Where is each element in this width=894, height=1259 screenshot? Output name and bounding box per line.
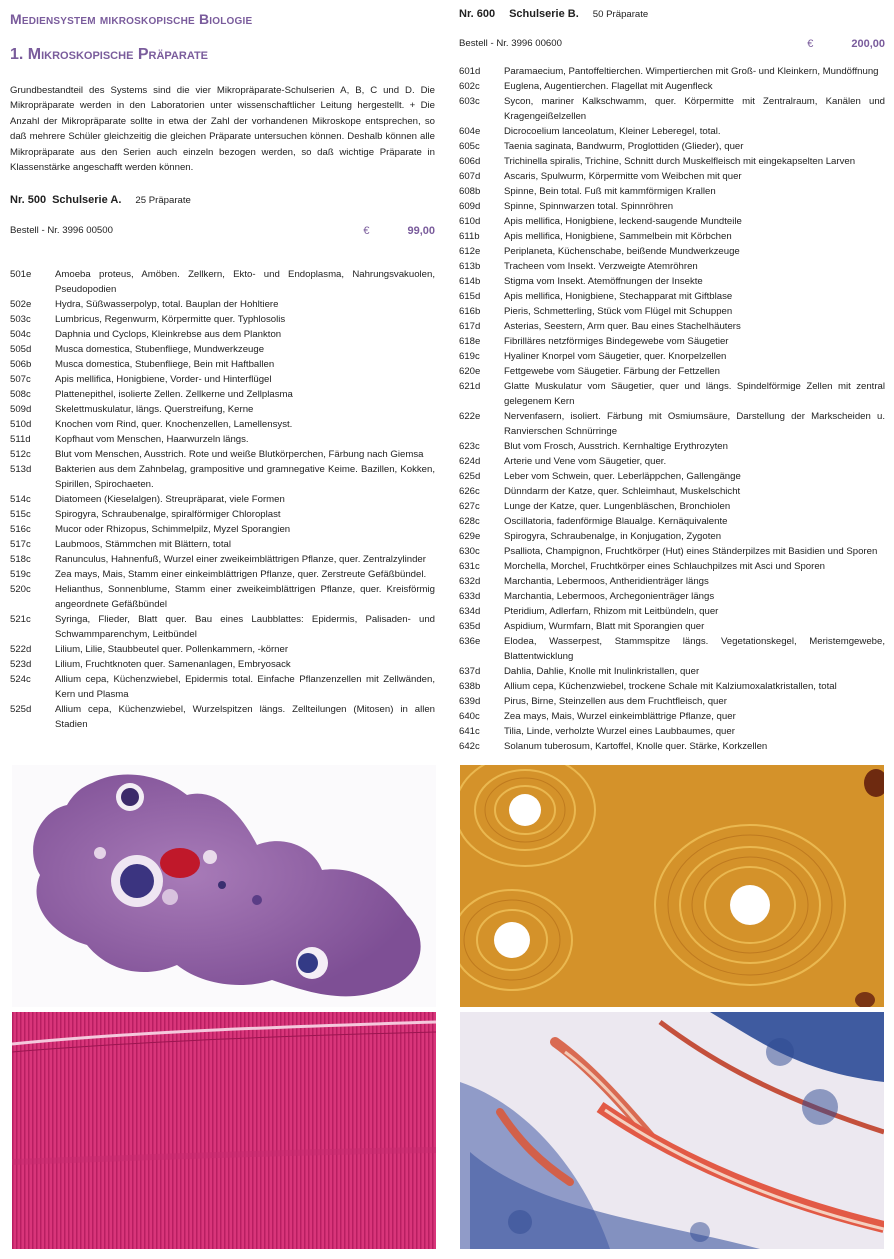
list-item xyxy=(10,432,435,447)
series-a-price-value: 99,00 xyxy=(407,225,435,238)
series-a-header xyxy=(10,192,435,209)
item-description: Solanum tuberosum, Kartoffel, Knolle quer. Stärke, Korkzellen xyxy=(504,741,768,752)
list-item xyxy=(459,634,885,664)
item-description: Hyaliner Knorpel vom Säugetier, quer. Knorpelzellen xyxy=(504,351,727,362)
item-code: 506b xyxy=(10,359,32,371)
item-code: 632d xyxy=(459,576,481,587)
item-description: Laubmoos, Stämmchen mit Blättern, total xyxy=(55,539,231,551)
item-code: 518c xyxy=(10,554,31,566)
list-item xyxy=(10,552,435,567)
list-item xyxy=(10,582,435,612)
item-description: Allium cepa, Küchenzwiebel, Epidermis total. Einfache Pflanzenzellen mit Zellwänden, Kern und Plasma xyxy=(55,674,435,701)
list-item xyxy=(459,439,885,454)
item-code: 524c xyxy=(10,674,31,686)
list-item xyxy=(459,559,885,574)
series-b-order-line xyxy=(459,36,885,52)
item-code: 637d xyxy=(459,666,481,677)
item-code: 510d xyxy=(10,419,32,431)
item-description: Apis mellifica, Honigbiene, Vorder- und Hinterflügel xyxy=(55,374,272,386)
item-code: 521c xyxy=(10,614,31,626)
list-item xyxy=(459,304,885,319)
list-item xyxy=(459,289,885,304)
item-description: Musca domestica, Stubenfliege, Mundwerkzeuge xyxy=(55,344,265,356)
item-description: Leber vom Schwein, quer. Leberläppchen, Gallengänge xyxy=(504,471,741,482)
list-item xyxy=(459,364,885,379)
item-code: 513d xyxy=(10,464,32,476)
list-item xyxy=(459,274,885,289)
list-item xyxy=(459,679,885,694)
list-item xyxy=(459,499,885,514)
item-description: Dicrocoelium lanceolatum, Kleiner Leberegel, total. xyxy=(504,126,721,137)
series-b-item-list xyxy=(459,64,885,754)
item-code: 623c xyxy=(459,441,480,452)
list-item xyxy=(459,349,885,364)
series-b-name: Schulserie B. xyxy=(509,8,579,20)
item-code: 605c xyxy=(459,141,480,152)
series-b-header xyxy=(459,6,885,23)
item-description: Fettgewebe vom Säugetier. Färbung der Fettzellen xyxy=(504,366,720,377)
series-a-currency: € xyxy=(363,225,370,238)
item-description: Knochen vom Rind, quer. Knochenzellen, Lamellensyst. xyxy=(55,419,293,431)
item-code: 606d xyxy=(459,156,481,167)
item-description: Bakterien aus dem Zahnbelag, grampositive und gramnegative Keime. Bazillen, Kokken, Spirillen, Spirochaeten. xyxy=(55,464,435,491)
list-item xyxy=(459,619,885,634)
item-description: Ranunculus, Hahnenfuß, Wurzel einer zweikeimblättrigen Pflanze, quer. Zentralzylinder xyxy=(55,554,426,566)
item-code: 642c xyxy=(459,741,480,752)
scalp-hair-root-micrograph xyxy=(460,1012,884,1249)
section-title: 1. Mikroskopische Präparate xyxy=(10,46,209,63)
list-item xyxy=(459,94,885,124)
item-code: 627c xyxy=(459,501,480,512)
list-item xyxy=(10,447,435,462)
item-code: 639d xyxy=(459,696,481,707)
item-description: Musca domestica, Stubenfliege, Bein mit Haftballen xyxy=(55,359,275,371)
list-item xyxy=(459,694,885,709)
item-code: 610d xyxy=(459,216,481,227)
item-description: Blut vom Frosch, Ausstrich. Kernhaltige Erythrozyten xyxy=(504,441,728,452)
item-description: Sycon, mariner Kalkschwamm, quer. Körpermitte mit Zentralraum, Kanälen und Kragengeißelzellen xyxy=(504,96,885,122)
list-item xyxy=(10,297,435,312)
list-item xyxy=(459,154,885,169)
item-code: 503c xyxy=(10,314,31,326)
item-code: 621d xyxy=(459,381,481,392)
list-item xyxy=(459,139,885,154)
item-description: Plattenepithel, isolierte Zellen. Zellkerne und Zellplasma xyxy=(55,389,293,401)
list-item xyxy=(459,664,885,679)
item-code: 624d xyxy=(459,456,481,467)
item-code: 620e xyxy=(459,366,481,377)
list-item xyxy=(459,244,885,259)
list-item xyxy=(10,492,435,507)
item-description: Pirus, Birne, Steinzellen aus dem Fruchtfleisch, quer xyxy=(504,696,727,707)
item-code: 508c xyxy=(10,389,31,401)
item-description: Paramaecium, Pantoffeltierchen. Wimpertierchen mit Groß- und Kleinkern, Mundöffnung xyxy=(504,66,879,77)
item-description: Stigma vom Insekt. Atemöffnungen der Insekte xyxy=(504,276,703,287)
list-item xyxy=(459,79,885,94)
item-description: Tracheen vom Insekt. Verzweigte Atemröhren xyxy=(504,261,698,272)
item-code: 608b xyxy=(459,186,481,197)
amoeba-micrograph xyxy=(12,765,436,1007)
list-item xyxy=(459,739,885,754)
right-column xyxy=(459,0,885,754)
list-item xyxy=(10,522,435,537)
item-description: Psalliota, Champignon, Fruchtkörper (Hut) eines Ständerpilzes mit Basidien und Sporen xyxy=(504,546,878,557)
item-description: Lilium, Lilie, Staubbeutel quer. Pollenkammern, -körner xyxy=(55,644,289,656)
item-code: 603c xyxy=(459,96,480,107)
list-item xyxy=(459,259,885,274)
list-item xyxy=(10,462,435,492)
item-code: 628c xyxy=(459,516,480,527)
list-item xyxy=(459,379,885,409)
series-a-name: Schulserie A. xyxy=(52,194,122,207)
list-item xyxy=(459,334,885,349)
list-item xyxy=(459,589,885,604)
list-item xyxy=(459,124,885,139)
item-description: Skelettmuskulatur, längs. Querstreifung, Kerne xyxy=(55,404,254,416)
item-code: 501e xyxy=(10,269,32,281)
item-code: 520c xyxy=(10,584,31,596)
item-description: Pteridium, Adlerfarn, Rhizom mit Leitbündeln, quer xyxy=(504,606,719,617)
list-item xyxy=(10,387,435,402)
item-code: 641c xyxy=(459,726,480,737)
item-code: 622e xyxy=(459,411,481,422)
list-item xyxy=(459,64,885,79)
item-description: Spirogyra, Schraubenalge, in Konjugation, Zygoten xyxy=(504,531,722,542)
list-item xyxy=(459,409,885,439)
left-column xyxy=(10,0,435,732)
item-description: Marchantia, Lebermoos, Archegonienträger längs xyxy=(504,591,715,602)
item-code: 609d xyxy=(459,201,481,212)
series-b-currency: € xyxy=(807,38,814,50)
item-description: Dahlia, Dahlie, Knolle mit Inulinkristallen, quer xyxy=(504,666,700,677)
list-item xyxy=(459,469,885,484)
item-code: 618e xyxy=(459,336,481,347)
series-a-item-list xyxy=(10,267,435,732)
item-description: Ascaris, Spulwurm, Körpermitte vom Weibchen mit quer xyxy=(504,171,742,182)
series-b-count: 50 Präparate xyxy=(592,9,649,20)
list-item xyxy=(10,267,435,297)
item-code: 636e xyxy=(459,636,481,647)
list-item xyxy=(10,357,435,372)
series-a-order-line xyxy=(10,223,435,239)
item-code: 601d xyxy=(459,66,481,77)
series-b-order-number: Bestell - Nr. 3996 00600 xyxy=(459,38,562,49)
list-item xyxy=(459,229,885,244)
item-description: Taenia saginata, Bandwurm, Proglottiden (Glieder), quer xyxy=(504,141,744,152)
item-description: Nervenfasern, isoliert. Färbung mit Osmiumsäure, Darstellung der Markscheiden u. Ranvierschen Schnürringe xyxy=(504,411,885,437)
bone-micrograph xyxy=(460,765,884,1007)
item-code: 619c xyxy=(459,351,480,362)
list-item xyxy=(459,724,885,739)
item-code: 630c xyxy=(459,546,480,557)
item-code: 509d xyxy=(10,404,32,416)
item-code: 625d xyxy=(459,471,481,482)
list-item xyxy=(459,574,885,589)
item-description: Spinne, Spinnwarzen total. Spinnröhren xyxy=(504,201,674,212)
series-a-count: 25 Präparate xyxy=(135,195,191,207)
item-description: Diatomeen (Kieselalgen). Streupräparat, viele Formen xyxy=(55,494,285,506)
item-code: 516c xyxy=(10,524,31,536)
page-kicker: Mediensystem mikroskopische Biologie xyxy=(10,11,253,27)
list-item xyxy=(10,537,435,552)
item-code: 602c xyxy=(459,81,480,92)
item-code: 523d xyxy=(10,659,32,671)
item-description: Syringa, Flieder, Blatt quer. Bau eines Laubblattes: Epidermis, Palisaden- und Schwammparenchym, Leitbündel xyxy=(55,614,435,641)
item-description: Morchella, Morchel, Fruchtkörper eines Schlauchpilzes mit Asci und Sporen xyxy=(504,561,826,572)
item-code: 505d xyxy=(10,344,32,356)
item-code: 519c xyxy=(10,569,31,581)
item-description: Elodea, Wasserpest, Stammspitze längs. Vegetationskegel, Meristemgewebe, Blattentwicklung xyxy=(504,636,885,662)
item-description: Periplaneta, Küchenschabe, beißende Mundwerkzeuge xyxy=(504,246,740,257)
item-code: 502e xyxy=(10,299,32,311)
item-description: Asterias, Seestern, Arm quer. Bau eines Stachelhäuters xyxy=(504,321,741,332)
item-description: Fibrilläres netzförmiges Bindegewebe vom Säugetier xyxy=(504,336,729,347)
item-description: Amoeba proteus, Amöben. Zellkern, Ekto- und Endoplasma, Nahrungsvakuolen, Pseudopodien xyxy=(55,269,435,296)
item-code: 614b xyxy=(459,276,481,287)
list-item xyxy=(10,702,435,732)
item-description: Pieris, Schmetterling, Stück vom Flügel mit Schuppen xyxy=(504,306,733,317)
item-code: 633d xyxy=(459,591,481,602)
series-a-number: Nr. 500 xyxy=(10,194,47,207)
item-code: 607d xyxy=(459,171,481,182)
item-code: 604e xyxy=(459,126,481,137)
item-code: 638b xyxy=(459,681,481,692)
item-code: 504c xyxy=(10,329,31,341)
item-description: Glatte Muskulatur vom Säugetier, quer und längs. Spindelförmige Zellen mit zentral gelegenem Kern xyxy=(504,381,885,407)
item-description: Marchantia, Lebermoos, Antheridienträger längs xyxy=(504,576,709,587)
list-item xyxy=(459,454,885,469)
item-code: 613b xyxy=(459,261,481,272)
striated-muscle-micrograph xyxy=(12,1012,436,1249)
item-code: 525d xyxy=(10,704,32,716)
item-description: Hydra, Süßwasserpolyp, total. Bauplan der Hohltiere xyxy=(55,299,279,311)
list-item xyxy=(459,319,885,334)
item-description: Mucor oder Rhizopus, Schimmelpilz, Myzel Sporangien xyxy=(55,524,291,536)
list-item xyxy=(10,567,435,582)
series-a-order-number: Bestell - Nr. 3996 00500 xyxy=(10,225,113,237)
list-item xyxy=(10,507,435,522)
item-description: Apis mellifica, Honigbiene, Stechapparat mit Giftblase xyxy=(504,291,733,302)
item-code: 507c xyxy=(10,374,31,386)
item-description: Tilia, Linde, verholzte Wurzel eines Laubbaumes, quer xyxy=(504,726,735,737)
list-item xyxy=(459,214,885,229)
item-code: 634d xyxy=(459,606,481,617)
item-code: 512c xyxy=(10,449,31,461)
item-description: Lumbricus, Regenwurm, Körpermitte quer. Typhlosolis xyxy=(55,314,286,326)
item-code: 611b xyxy=(459,231,480,242)
series-a-price xyxy=(363,223,435,239)
item-code: 514c xyxy=(10,494,31,506)
item-code: 517c xyxy=(10,539,31,551)
list-item xyxy=(459,514,885,529)
item-code: 640c xyxy=(459,711,480,722)
item-description: Trichinella spiralis, Trichine, Schnitt durch Muskelfleisch mit eingekapselten Larven xyxy=(504,156,856,167)
item-code: 631c xyxy=(459,561,480,572)
item-description: Zea mays, Mais, Stamm einer einkeimblättrigen Pflanze, quer. Zerstreute Gefäßbündel. xyxy=(55,569,427,581)
series-b-price-value: 200,00 xyxy=(851,38,885,50)
item-description: Aspidium, Wurmfarn, Blatt mit Sporangien quer xyxy=(504,621,705,632)
list-item xyxy=(459,184,885,199)
series-b-number: Nr. 600 xyxy=(459,8,496,20)
list-item xyxy=(459,544,885,559)
list-item xyxy=(10,342,435,357)
item-code: 511d xyxy=(10,434,31,446)
item-code: 616b xyxy=(459,306,481,317)
list-item xyxy=(10,372,435,387)
item-description: Oscillatoria, fadenförmige Blaualge. Kernäquivalente xyxy=(504,516,728,527)
list-item xyxy=(10,657,435,672)
item-description: Apis mellifica, Honigbiene, Sammelbein mit Körbchen xyxy=(504,231,732,242)
intro-paragraph: Grundbestandteil des Systems sind die vier Mikropräparate-Schulserien A, B, C und D. Die Mikropräparate werden in den Laboratorien unter wissenschaftlicher Leitung hergestellt. + Die Anzahl der Mikropräparate sollte in etwa der Zahl der vorhandenen Mikroskope entsprechen, so daß mehrere Schüler gleichzeitig die gleichen Präparate untersuchen können. Deshalb können alle Mikropräparate aus den Serien auch einzeln bezogen werden, so daß wichtige Präparate in Klassenstärke angeschafft werden können. xyxy=(10,85,435,174)
item-code: 615d xyxy=(459,291,481,302)
list-item xyxy=(10,312,435,327)
list-item xyxy=(459,199,885,214)
item-description: Lunge der Katze, quer. Lungenbläschen, Bronchiolen xyxy=(504,501,731,512)
item-description: Zea mays, Mais, Wurzel einkeimblättrige Pflanze, quer xyxy=(504,711,736,722)
item-code: 515c xyxy=(10,509,31,521)
item-description: Blut vom Menschen, Ausstrich. Rote und weiße Blutkörperchen, Färbung nach Giemsa xyxy=(55,449,424,461)
item-code: 629e xyxy=(459,531,481,542)
item-description: Spirogyra, Schraubenalge, spiralförmiger Chloroplast xyxy=(55,509,281,521)
list-item xyxy=(459,604,885,619)
list-item xyxy=(10,417,435,432)
list-item xyxy=(459,484,885,499)
list-item xyxy=(10,327,435,342)
list-item xyxy=(459,709,885,724)
item-code: 626c xyxy=(459,486,480,497)
series-b-price xyxy=(807,36,885,52)
item-description: Euglena, Augentierchen. Flagellat mit Augenfleck xyxy=(504,81,713,92)
list-item xyxy=(459,529,885,544)
item-description: Daphnia und Cyclops, Kleinkrebse aus dem Plankton xyxy=(55,329,282,341)
item-description: Allium cepa, Küchenzwiebel, trockene Schale mit Kalziumoxalatkristallen, total xyxy=(504,681,837,692)
list-item xyxy=(10,612,435,642)
item-description: Allium cepa, Küchenzwiebel, Wurzelspitzen längs. Zellteilungen (Mitosen) in allen Stadien xyxy=(55,704,435,731)
item-description: Spinne, Bein total. Fuß mit kammförmigen Krallen xyxy=(504,186,716,197)
item-description: Lilium, Fruchtknoten quer. Samenanlagen, Embryosack xyxy=(55,659,291,671)
list-item xyxy=(10,672,435,702)
item-description: Kopfhaut vom Menschen, Haarwurzeln längs. xyxy=(55,434,249,446)
item-description: Arterie und Vene vom Säugetier, quer. xyxy=(504,456,667,467)
item-description: Dünndarm der Katze, quer. Schleimhaut, Muskelschicht xyxy=(504,486,741,497)
item-description: Apis mellifica, Honigbiene, leckend-saugende Mundteile xyxy=(504,216,742,227)
item-code: 617d xyxy=(459,321,481,332)
item-description: Helianthus, Sonnenblume, Stamm einer zweikeimblättrigen Pflanze, quer. Kreisförmig angeordnete Gefäßbündel xyxy=(55,584,435,611)
list-item xyxy=(10,402,435,417)
item-code: 612e xyxy=(459,246,481,257)
list-item xyxy=(459,169,885,184)
list-item xyxy=(10,642,435,657)
item-code: 635d xyxy=(459,621,481,632)
item-code: 522d xyxy=(10,644,32,656)
